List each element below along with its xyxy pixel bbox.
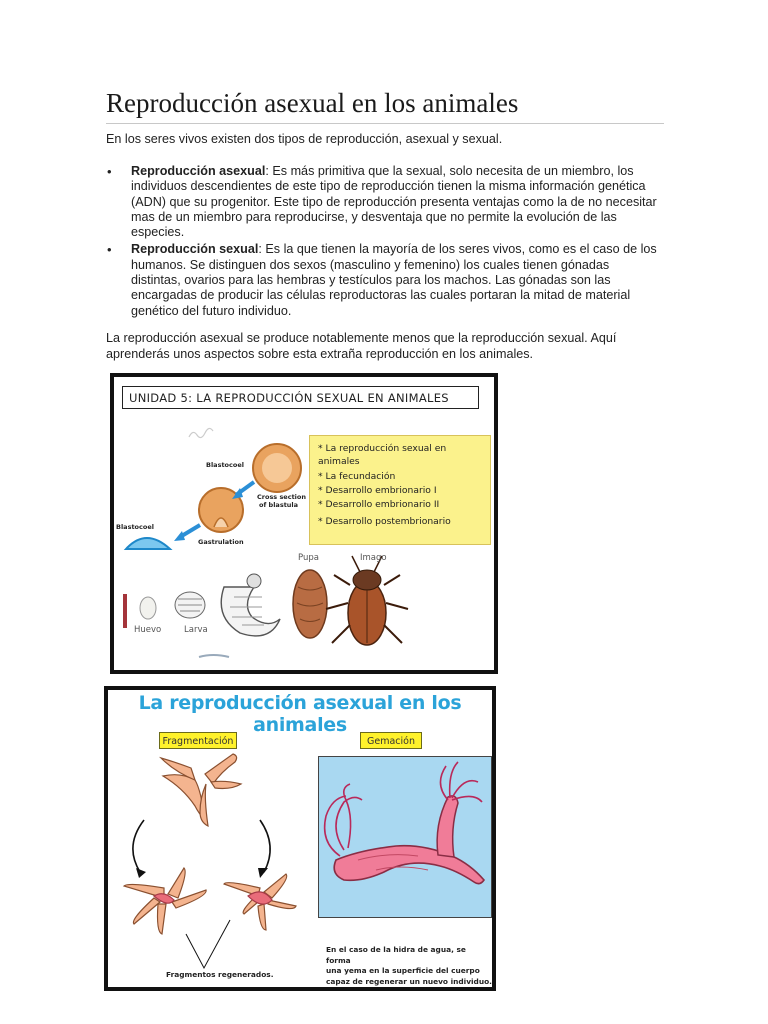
topic-item: * Desarrollo embrionario I [318, 485, 437, 496]
topic-item: * La reproducción sexual en [318, 443, 447, 454]
label-blastocoel-top: Blastocoel [206, 461, 244, 469]
tag-gemacion: Gemación [360, 732, 422, 749]
larva-small-icon [175, 592, 205, 618]
topic-item: * Desarrollo embrionario II [318, 499, 440, 510]
tag-fragmentacion: Fragmentación [159, 732, 237, 749]
figure-sexual-reproduction [110, 373, 498, 674]
starfish-top-icon [161, 754, 241, 826]
starfish-right-icon [224, 874, 296, 930]
starfish-left-icon [124, 868, 206, 934]
caption-line: capaz de regenerar un nuevo individuo. [326, 976, 492, 986]
label-larva: Larva [184, 625, 208, 635]
label-huevo: Huevo [134, 625, 162, 635]
bullet-term: Reproducción asexual [131, 164, 266, 178]
asexual-illustration [108, 690, 492, 987]
pointer-lines [186, 920, 230, 968]
caption-fragments: Fragmentos regenerados. [166, 970, 274, 979]
topic-item: * Desarrollo postembrionario [318, 516, 451, 527]
bullet-icon: • [107, 242, 112, 258]
caption-hydra [326, 945, 492, 987]
page-title: Reproducción asexual en los animales [106, 88, 664, 124]
figure-asexual-reproduction [104, 686, 496, 991]
bullet-text: : Es más primitiva que la sexual, solo necesita de un miembro, los individuos descendientes de este tipo de reproducción tienen la misma información genética (ADN) que su progenitor. Este tipo de reproducción presenta ventajas como la de no necesitar mas de un miembro para reproducirse, y desventaja que no permite la evolución de las especies. [131, 164, 657, 240]
caption-line: una yema en la superficie del cuerpo [326, 966, 480, 975]
arrow-right-icon [260, 820, 270, 872]
bullet-term: Reproducción sexual [131, 242, 259, 257]
embryo-icon [126, 538, 170, 549]
list-item [106, 242, 662, 318]
bullet-list [106, 164, 662, 321]
label-of-blastula: of blastula [259, 501, 299, 509]
topics-box [309, 435, 491, 545]
figure1-heading: UNIDAD 5: LA REPRODUCCIÓN SEXUAL EN ANIMALES [122, 386, 479, 409]
label-pupa: Pupa [298, 553, 319, 563]
caption-line: En el caso de la hidra de agua, se forma [326, 945, 466, 965]
bullet-text: : Es la que tienen la mayoría de los seres vivos, como es el caso de los humanos. Se distinguen dos sexos (masculino y femenino) los cuales tienen gónadas distintas, ovarios para las hembras y testículos para los machos. Las gónadas son las encargadas de producir las células reproductoras las cuales portaran la mitad de material genético del futuro individuo. [131, 242, 657, 318]
beetle-icon [326, 556, 408, 645]
label-cross-section: Cross section [257, 493, 307, 501]
topic-item: * La fecundación [318, 471, 396, 482]
label-blastocoel-left: Blastocoel [116, 523, 154, 531]
bullet-icon: • [107, 164, 112, 179]
intro-paragraph: En los seres vivos existen dos tipos de reproducción, asexual y sexual. [106, 132, 503, 146]
label-gastrulation: Gastrulation [198, 538, 244, 546]
label-imago: Imago [360, 553, 387, 563]
arrow-left-icon [133, 820, 144, 872]
scale-bar [123, 594, 127, 628]
hydra-icon [325, 762, 484, 884]
topic-item: animales [318, 456, 360, 467]
egg-icon [140, 597, 156, 619]
larva-big-icon [221, 574, 280, 636]
figure2-heading: La reproducción asexual en los animales [138, 692, 462, 736]
list-item [106, 164, 662, 240]
sperm-scribble-icon [189, 428, 213, 437]
closing-paragraph: La reproducción asexual se produce notablemente menos que la reproducción sexual. Aquí aprenderás unos aspectos sobre esta extraña reproducción en los animales. [106, 331, 617, 361]
